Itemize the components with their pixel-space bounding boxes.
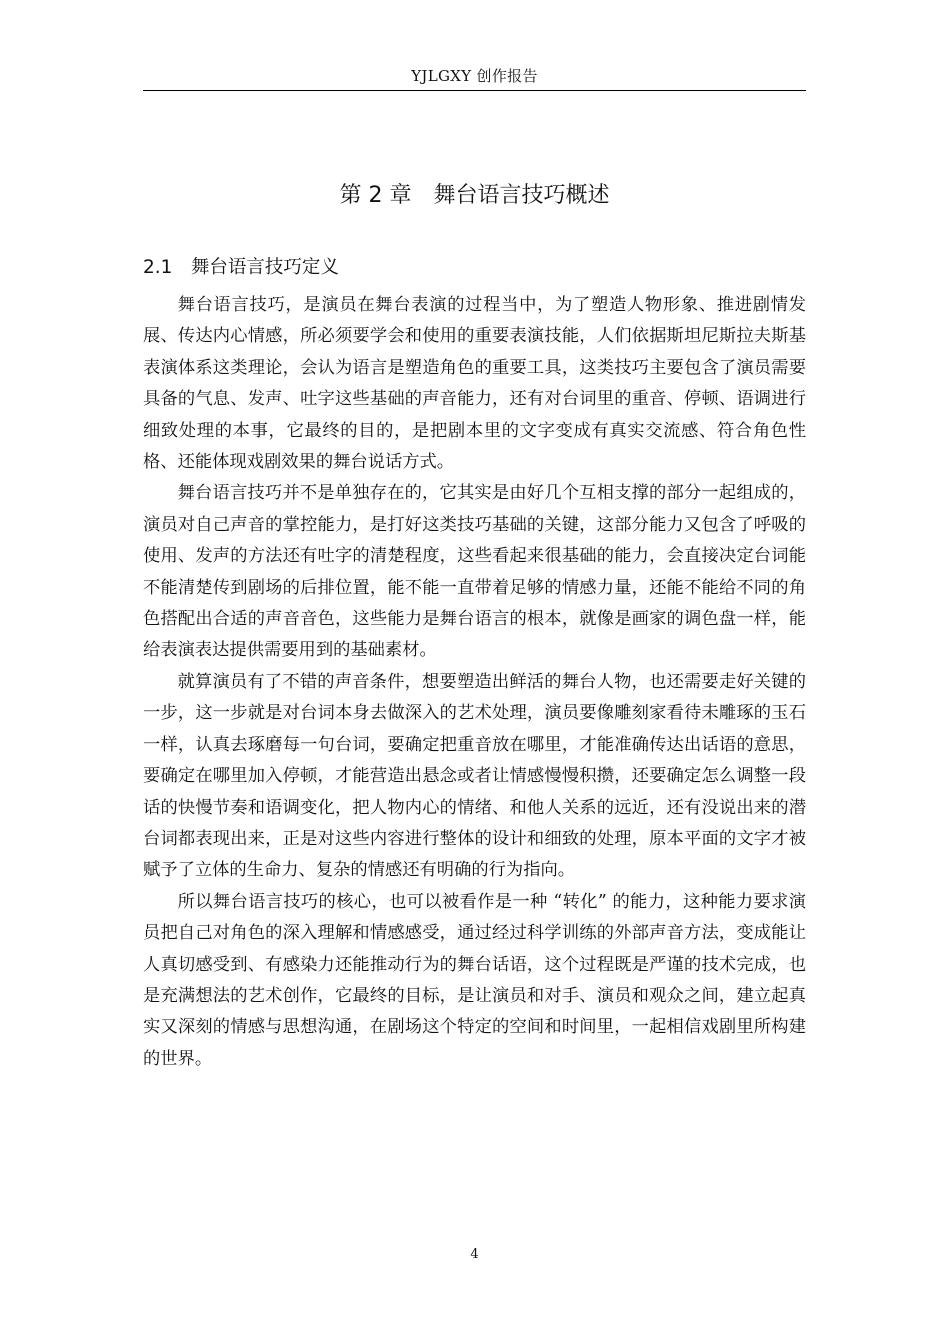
page-number: 4 [470, 1247, 479, 1262]
paragraph: 舞台语言技巧，是演员在舞台表演的过程当中，为了塑造人物形象、推进剧情发展、传达内心情感，所必须要学会和使用的重要表演技能，人们依据斯坦尼斯拉夫斯基表演体系这类理论，会认为语言是塑造角色的重要工具，这类技巧主要包含了演员需要具备的气息、发声、吐字这些基础的声音能力，还有对台词里的重音、停顿、语调进行细致处理的本事，它最终的目的，是把剧本里的文字变成有真实交流感、符合角色性格、还能体现戏剧效果的舞台说话方式。 [143, 295, 806, 473]
body-text [143, 290, 806, 1075]
chapter-title: 第 2 章 舞台语言技巧概述 [339, 183, 610, 208]
section-title: 2.1 舞台语言技巧定义 [143, 257, 339, 278]
paragraph: 就算演员有了不错的声音条件，想要塑造出鲜活的舞台人物，也还需要走好关键的一步，这一步就是对台词本身去做深入的艺术处理，演员要像雕刻家看待未雕琢的玉石一样，认真去琢磨每一句台词，要确定把重音放在哪里，才能准确传达出话语的意思，要确定在哪里加入停顿，才能营造出悬念或者让情感慢慢积攒，还要确定怎么调整一段话的快慢节奏和语调变化，把人物内心的情绪、和他人关系的远近，还有没说出来的潜台词都表现出来，正是对这些内容进行整体的设计和细致的处理，原本平面的文字才被赋予了立体的生命力、复杂的情感还有明确的行为指向。 [143, 671, 806, 881]
running-header: YJLGXY 创作报告 [411, 67, 538, 85]
paragraph: 舞台语言技巧并不是单独存在的，它其实是由好几个互相支撑的部分一起组成的，演员对自己声音的掌控能力，是打好这类技巧基础的关键，这部分能力又包含了呼吸的使用、发声的方法还有吐字的清楚程度，这些看起来很基础的能力，会直接决定台词能不能清楚传到剧场的后排位置，能不能一直带着足够的情感力量，还能不能给不同的角色搭配出合适的声音音色，这些能力是舞台语言的根本，就像是画家的调色盘一样，能给表演表达提供需要用到的基础素材。 [143, 483, 806, 661]
header-rule [143, 90, 806, 91]
paragraph: 所以舞台语言技巧的核心，也可以被看作是一种 “转化” 的能力，这种能力要求演员把自己对角色的深入理解和情感感受，通过经过科学训练的外部声音方法，变成能让人真切感受到、有感染力还能推动行为的舞台话语，这个过程既是严谨的技术完成，也是充满想法的艺术创作，它最终的目标，是让演员和对手、演员和观众之间，建立起真实又深刻的情感与思想沟通，在剧场这个特定的空间和时间里，一起相信戏剧里所构建的世界。 [143, 891, 806, 1069]
